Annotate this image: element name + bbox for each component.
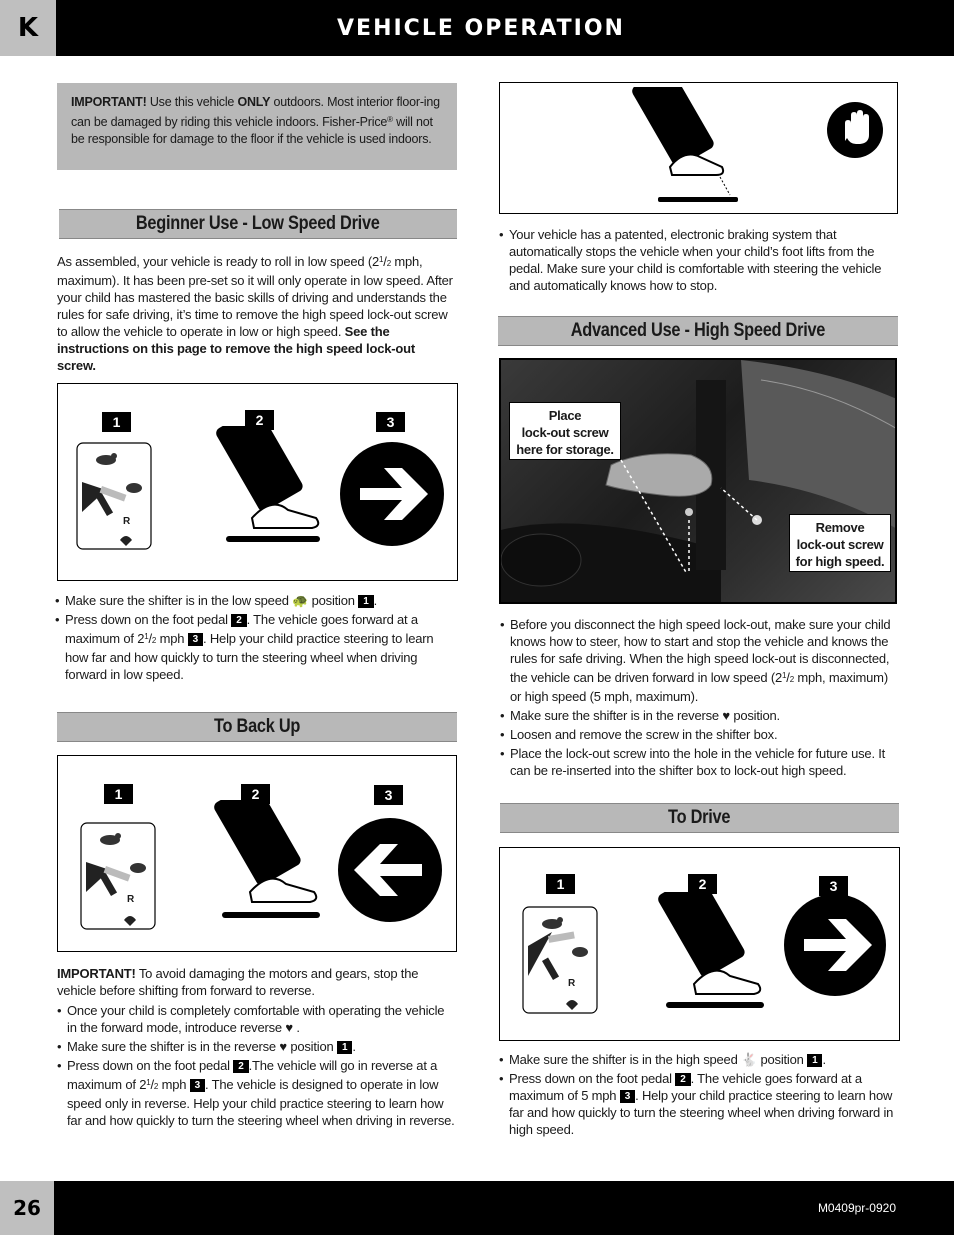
callout-place-screw: Place lock-out screw here for storage.	[509, 402, 621, 460]
drive-steps	[499, 1051, 899, 1140]
list-item: • Press down on the foot pedal 2 . The vehicle goes forward at a maximum of $2^1/2$ mph 3 . Help your child practice steering to learn how far and how quickly to turn the steering wheel when driving forward in low speed.	[55, 611, 457, 683]
list-item: • Before you disconnect the high speed lock-out, make sure your child knows how to steer, how to start and stop the vehicle and knows the rules for safe driving. When the high speed lock-out is disconnected, the vehicle can be driven forward in low speed ($2^1/2$ mph, maximum) or high speed (5 mph, maximum).	[500, 616, 900, 705]
figure-brake	[499, 82, 898, 214]
step-badge-1: 1	[102, 412, 131, 432]
list-item: • Place the lock-out screw into the hole in the vehicle for future use. It can be re-inserted into the shifter box to lock-out high speed.	[500, 745, 900, 779]
foot-pedal-icon	[186, 800, 326, 920]
list-item: • Make sure the shifter is in the low speed 🐢 position 1 .	[55, 592, 457, 609]
low-speed-steps	[55, 592, 457, 685]
list-item: • Make sure the shifter is in the high speed 🐇 position 1 .	[499, 1051, 899, 1068]
brake-note	[499, 226, 899, 296]
step-badge-3: 3	[374, 785, 403, 805]
beginner-paragraph: As assembled, your vehicle is ready to roll in low speed ($2^1/2$ mph, maximum). It has been pre-set so it will only operate in low speed. After your child has mastered the basic skills of driving and understands the rules for safe driving, it’s time to remove the high speed lock-out screw to allow the vehicle to operate in low or high speed. See the instructions on this page to remove the high speed lock-out screw.	[57, 254, 453, 373]
step-badge-3: 3	[819, 876, 848, 896]
foot-pedal-icon	[630, 892, 770, 1012]
list-item: • Press down on the foot pedal 2 .The vehicle will go in reverse at a maximum of $2^1/2$ mph 3 . The vehicle is designed to operate in low speed only in reverse. Help your child practice steering to learn how far and how quickly to turn the steering wheel when driving in reverse.	[57, 1057, 457, 1129]
section-heading-backup: To Back Up	[57, 712, 457, 742]
lockout-screw-photo	[499, 358, 897, 604]
foot-pedal-icon	[188, 426, 328, 546]
arrow-left-icon	[336, 816, 444, 924]
shifter-reverse-icon	[80, 822, 156, 930]
list-item: • Loosen and remove the screw in the shifter box.	[500, 726, 900, 743]
shifter-reverse-label: R	[568, 978, 576, 989]
step-badge-2: 2	[245, 410, 274, 430]
turtle-icon: 🐢	[292, 593, 309, 608]
step-badge-2: 2	[241, 784, 270, 804]
advanced-steps	[500, 616, 900, 781]
page-title: VEHICLE OPERATION	[337, 15, 625, 41]
step-badge-3: 3	[376, 412, 405, 432]
section-heading-beginner: Beginner Use - Low Speed Drive	[59, 209, 457, 239]
step-badge-1: 1	[104, 784, 133, 804]
important-notice: IMPORTANT! Use this vehicle ONLY outdoors. Most interior floor-ing can be damaged by riding this vehicle indoors. Fisher-Price® will not be responsible for damage to the floor if the vehicle is used indoors.	[57, 83, 457, 170]
heart-icon: ♥	[279, 1039, 287, 1054]
shifter-low-icon	[76, 442, 152, 550]
backup-important: IMPORTANT! To avoid damaging the motors and gears, stop the vehicle before shifting from forward to reverse.	[57, 966, 419, 998]
arrow-right-icon	[782, 892, 888, 998]
stop-hand-icon	[826, 101, 884, 159]
callout-remove-screw: Remove lock-out screw for high speed.	[789, 514, 891, 572]
section-letter: K	[0, 0, 56, 56]
arrow-right-icon	[338, 440, 446, 548]
page-number: 26	[0, 1181, 54, 1235]
list-item: • Once your child is completely comfortable with operating the vehicle in the forward mode, introduce reverse ♥ .	[57, 1002, 457, 1036]
footer-bar	[0, 1181, 954, 1235]
heart-icon: ♥	[285, 1020, 293, 1035]
shifter-reverse-label: R	[127, 894, 135, 905]
list-item: • Make sure the shifter is in the reverse ♥ position.	[500, 707, 900, 724]
list-item: • Press down on the foot pedal 2 . The vehicle goes forward at a maximum of 5 mph 3 . Help your child practice steering to learn how far and how quickly to turn the steering wheel when driving forward in high speed.	[499, 1070, 899, 1138]
document-code: M0409pr-0920	[817, 1201, 896, 1215]
list-item: • Make sure the shifter is in the reverse ♥ position 1 .	[57, 1038, 457, 1055]
figure-reverse	[57, 755, 457, 952]
shifter-high-icon	[522, 906, 598, 1014]
rabbit-icon: 🐇	[741, 1052, 758, 1067]
step-badge-2: 2	[688, 874, 717, 894]
section-heading-drive: To Drive	[500, 803, 899, 833]
shifter-reverse-label: R	[123, 516, 131, 527]
foot-lifted-icon	[610, 87, 760, 207]
heart-icon: ♥	[722, 708, 730, 723]
step-badge-1: 1	[546, 874, 575, 894]
section-heading-advanced: Advanced Use - High Speed Drive	[498, 316, 898, 346]
list-item: • Your vehicle has a patented, electronic braking system that automatically stops the vehicle when your child’s foot lifts from the pedal. Make sure your child is comfortable with steering the vehicle and automatically knows how to stop.	[499, 226, 899, 294]
figure-high-speed	[499, 847, 900, 1041]
figure-low-speed	[57, 383, 458, 581]
backup-steps	[57, 1002, 457, 1131]
